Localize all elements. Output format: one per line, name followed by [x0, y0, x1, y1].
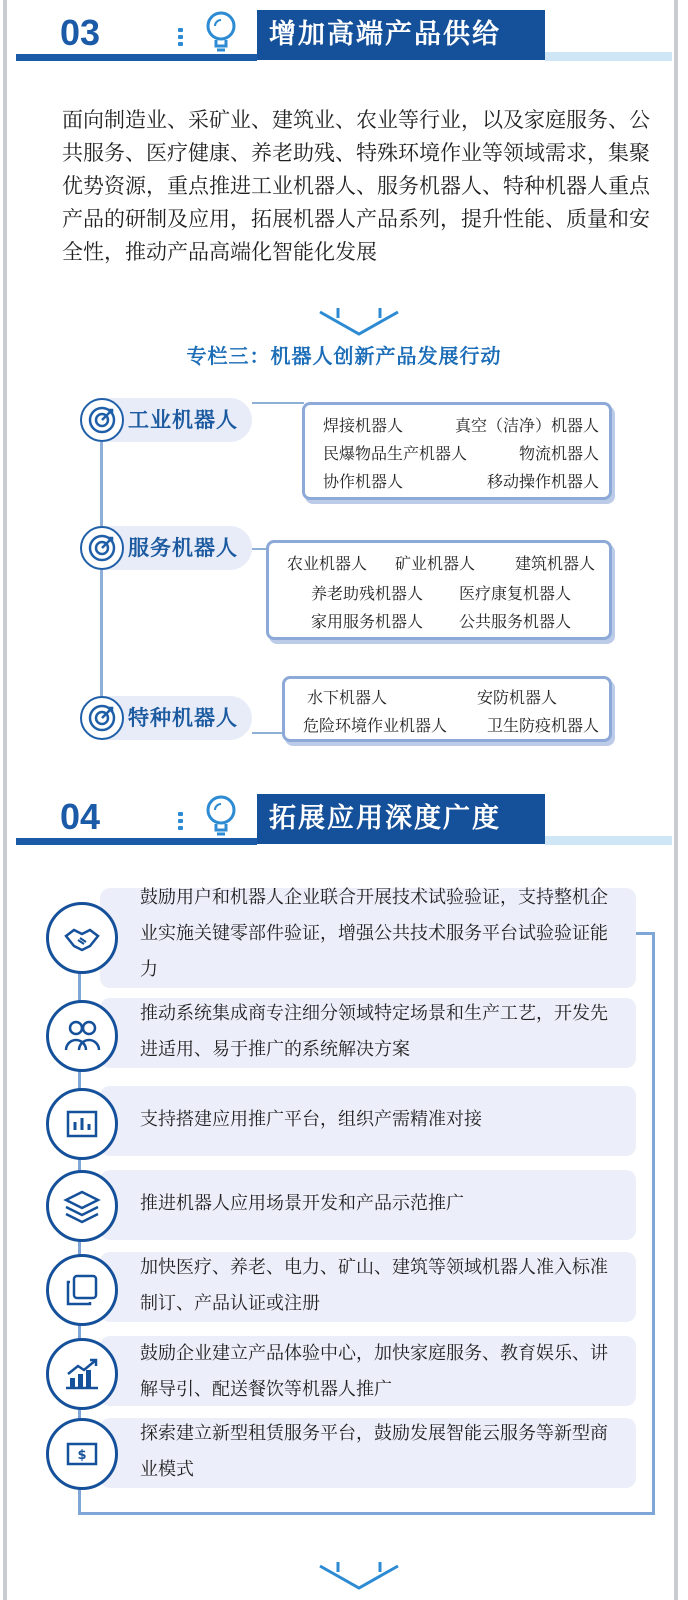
robot-item: 协作机器人 — [323, 472, 404, 491]
people-icon — [46, 1000, 118, 1072]
robot-item: 焊接机器人 — [323, 416, 404, 435]
robot-item: 物流机器人 — [518, 444, 599, 463]
category-items-box — [282, 676, 612, 742]
chevron-down-icon — [318, 1560, 400, 1594]
list-item-text: 鼓励用户和机器人企业联合开展技术试验验证，支持整机企业实施关键零部件验证，增强公共技术服务平台试验验证能力 — [140, 887, 608, 980]
list-frame-line — [78, 1512, 655, 1515]
dots-decoration — [178, 812, 184, 832]
robot-item: 民爆物品生产机器人 — [323, 444, 468, 463]
section-number: 03 — [60, 12, 101, 53]
list-item-text: 加快医疗、养老、电力、矿山、建筑等领域机器人准入标准制订、产品认证或注册 — [140, 1257, 608, 1314]
category-industrial — [80, 398, 252, 442]
list-item-text: 鼓励企业建立产品体验中心，加快家庭服务、教育娱乐、讲解导引、配送餐饮等机器人推广 — [140, 1343, 608, 1400]
tree-line — [100, 440, 103, 710]
section-header-04 — [16, 794, 672, 850]
robot-item: 农业机器人 — [287, 554, 368, 573]
robot-item: 危险环境作业机器人 — [303, 716, 448, 735]
category-label: 服务机器人 — [128, 536, 238, 560]
lightbulb-icon — [203, 794, 239, 838]
column-title: 专栏三：机器人创新产品发展行动 — [186, 344, 502, 368]
category-label: 特种机器人 — [128, 706, 238, 730]
connector-line — [252, 732, 284, 734]
list-item-text: 推动系统集成商专注细分领域特定场景和生产工艺，开发先进适用、易于推广的系统解决方案 — [140, 1003, 608, 1060]
robot-item: 安防机器人 — [477, 688, 558, 707]
lightbulb-icon — [203, 10, 239, 54]
robot-item: 养老助残机器人 — [311, 584, 424, 603]
page-frame-right — [674, 0, 678, 1600]
handshake-icon — [46, 902, 118, 974]
copy-icon — [46, 1254, 118, 1326]
list-item-text: 探索建立新型租赁服务平台，鼓励发展智能云服务等新型商业模式 — [140, 1423, 608, 1480]
list-item-text: 推进机器人应用场景开发和产品示范推广 — [140, 1193, 464, 1214]
dots-decoration — [178, 28, 184, 48]
robot-item: 水下机器人 — [307, 688, 388, 707]
robot-item: 家用服务机器人 — [311, 612, 424, 631]
target-icon — [80, 526, 124, 570]
robot-item: 真空（洁净）机器人 — [454, 416, 599, 435]
robot-item: 建筑机器人 — [514, 554, 595, 573]
section-header-03 — [16, 10, 672, 66]
target-icon — [80, 696, 124, 740]
list-frame-line — [652, 934, 655, 1514]
robot-item: 卫生防疫机器人 — [486, 716, 599, 735]
page-frame-left — [3, 0, 7, 1600]
layers-icon — [46, 1170, 118, 1242]
category-label: 工业机器人 — [128, 408, 238, 432]
robot-item: 公共服务机器人 — [459, 612, 572, 631]
header-bar-light — [545, 836, 672, 845]
header-bar — [16, 54, 257, 61]
header-bar — [16, 838, 257, 845]
bar-chart-icon — [46, 1088, 118, 1160]
robot-item: 医疗康复机器人 — [459, 584, 572, 603]
chevron-down-icon — [318, 306, 400, 340]
category-items-box — [266, 540, 612, 640]
category-service — [80, 526, 252, 570]
dollar-bill-icon — [46, 1418, 118, 1490]
section-number: 04 — [60, 796, 101, 837]
section-title: 增加高端产品供给 — [257, 10, 545, 60]
growth-chart-icon — [46, 1338, 118, 1410]
section-title: 拓展应用深度广度 — [257, 794, 545, 844]
category-items-box — [302, 402, 612, 500]
target-icon — [80, 398, 124, 442]
list-item-text: 支持搭建应用推广平台，组织产需精准对接 — [140, 1109, 482, 1130]
header-bar-light — [545, 52, 672, 61]
robot-item: 移动操作机器人 — [486, 472, 599, 491]
robot-item: 矿业机器人 — [395, 554, 476, 573]
svg-text:$: $ — [77, 1448, 87, 1463]
connector-line — [252, 402, 304, 404]
intro-paragraph: 面向制造业、采矿业、建筑业、农业等行业，以及家庭服务、公共服务、医疗健康、养老助残、特殊环境作业等领域需求，集聚优势资源，重点推进工业机器人、服务机器人、特种机器人重点产品的研制及应用，拓展机器人产品系列，提升性能、质量和安全性，推动产品高端化智能化发展 — [62, 108, 650, 264]
category-special — [80, 696, 252, 740]
